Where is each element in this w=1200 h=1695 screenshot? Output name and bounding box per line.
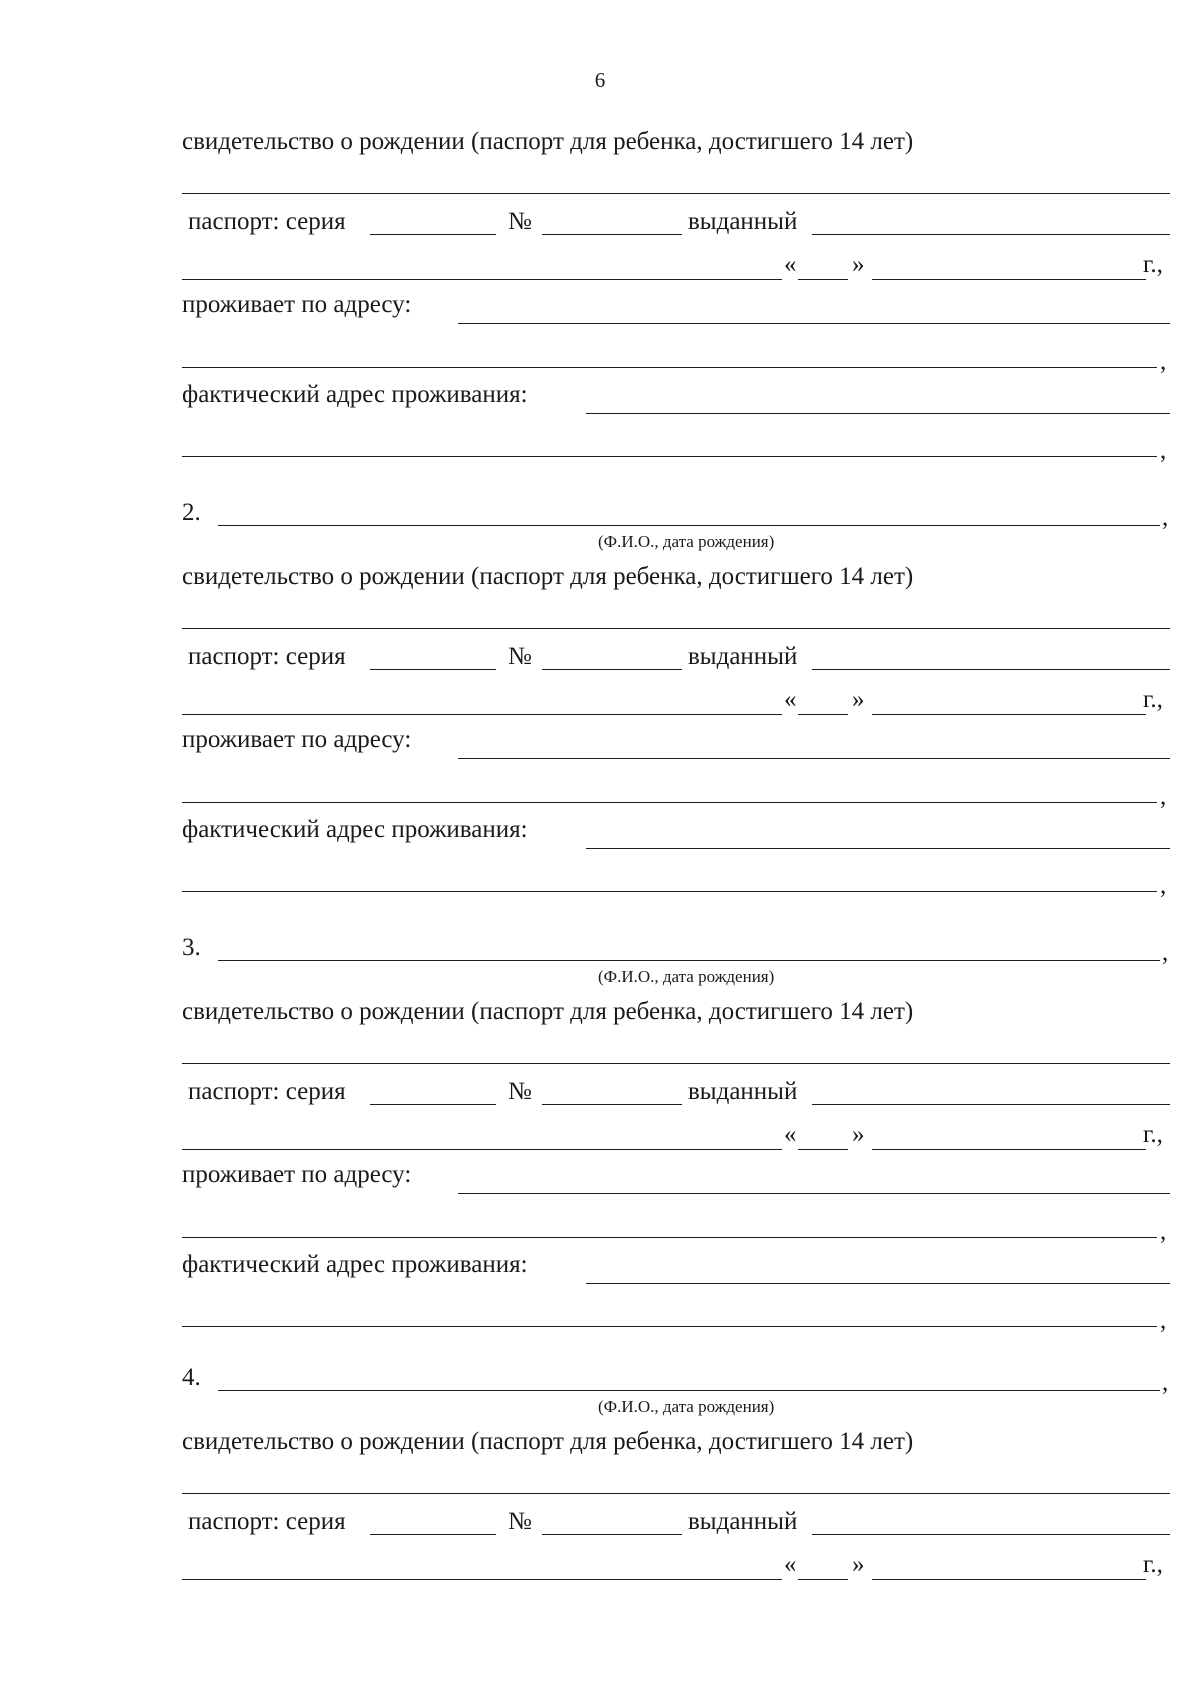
- issued-by-field-cont[interactable]: [182, 714, 782, 715]
- month-year-field[interactable]: [872, 279, 1146, 280]
- birth-certificate-label: свидетельство о рождении (паспорт для ребенка, достигшего 14 лет): [182, 1428, 914, 1455]
- registered-address-field-cont[interactable]: [182, 367, 1157, 368]
- passport-number-field[interactable]: [542, 1534, 682, 1535]
- number-sign: №: [508, 1508, 532, 1535]
- issued-label: выданный: [688, 1078, 798, 1105]
- actual-address-field-cont[interactable]: [182, 891, 1157, 892]
- issued-label: выданный: [688, 208, 798, 235]
- quote-close: »: [852, 686, 865, 713]
- comma-mark: ,: [1160, 783, 1167, 810]
- day-field[interactable]: [798, 1579, 848, 1580]
- day-field[interactable]: [798, 279, 848, 280]
- year-suffix: г.,: [1143, 251, 1163, 278]
- actual-address-label: фактический адрес проживания:: [182, 1251, 528, 1278]
- month-year-field[interactable]: [872, 714, 1146, 715]
- comma-mark: ,: [1162, 1369, 1169, 1396]
- quote-close: »: [852, 1121, 865, 1148]
- entry-number: 3.: [182, 934, 201, 961]
- passport-series-label: паспорт: серия: [188, 1078, 346, 1105]
- birth-certificate-field[interactable]: [182, 1493, 1170, 1494]
- quote-close: »: [852, 251, 865, 278]
- day-field[interactable]: [798, 1149, 848, 1150]
- registered-address-label: проживает по адресу:: [182, 291, 412, 318]
- issued-by-field[interactable]: [812, 234, 1170, 235]
- fio-date-field[interactable]: [218, 960, 1160, 961]
- quote-close: »: [852, 1551, 865, 1578]
- issued-label: выданный: [688, 643, 798, 670]
- registered-address-field[interactable]: [458, 1193, 1170, 1194]
- issued-by-field[interactable]: [812, 669, 1170, 670]
- entry-number: 4.: [182, 1364, 201, 1391]
- issued-by-field-cont[interactable]: [182, 279, 782, 280]
- fio-caption: (Ф.И.О., дата рождения): [598, 532, 775, 551]
- actual-address-label: фактический адрес проживания:: [182, 381, 528, 408]
- registered-address-field[interactable]: [458, 758, 1170, 759]
- birth-certificate-label: свидетельство о рождении (паспорт для ребенка, достигшего 14 лет): [182, 563, 914, 590]
- passport-number-field[interactable]: [542, 669, 682, 670]
- fio-caption: (Ф.И.О., дата рождения): [598, 1397, 775, 1416]
- passport-series-field[interactable]: [370, 1534, 496, 1535]
- page-number: 6: [594, 68, 606, 92]
- actual-address-field[interactable]: [586, 848, 1170, 849]
- issued-by-field-cont[interactable]: [182, 1579, 782, 1580]
- passport-series-label: паспорт: серия: [188, 1508, 346, 1535]
- passport-series-label: паспорт: серия: [188, 643, 346, 670]
- year-suffix: г.,: [1143, 1551, 1163, 1578]
- registered-address-label: проживает по адресу:: [182, 726, 412, 753]
- birth-certificate-field[interactable]: [182, 1063, 1170, 1064]
- comma-mark: ,: [1160, 348, 1167, 375]
- passport-series-label: паспорт: серия: [188, 208, 346, 235]
- fio-date-field[interactable]: [218, 1390, 1160, 1391]
- actual-address-label: фактический адрес проживания:: [182, 816, 528, 843]
- quote-open: «: [784, 251, 797, 278]
- day-field[interactable]: [798, 714, 848, 715]
- fio-date-field[interactable]: [218, 525, 1160, 526]
- birth-certificate-label: свидетельство о рождении (паспорт для ребенка, достигшего 14 лет): [182, 998, 914, 1025]
- actual-address-field[interactable]: [586, 413, 1170, 414]
- fio-caption: (Ф.И.О., дата рождения): [598, 967, 775, 986]
- quote-open: «: [784, 1551, 797, 1578]
- passport-number-field[interactable]: [542, 1104, 682, 1105]
- quote-open: «: [784, 686, 797, 713]
- year-suffix: г.,: [1143, 1121, 1163, 1148]
- month-year-field[interactable]: [872, 1579, 1146, 1580]
- passport-series-field[interactable]: [370, 234, 496, 235]
- issued-by-field-cont[interactable]: [182, 1149, 782, 1150]
- passport-series-field[interactable]: [370, 1104, 496, 1105]
- passport-series-field[interactable]: [370, 669, 496, 670]
- comma-mark: ,: [1160, 1307, 1167, 1334]
- registered-address-field[interactable]: [458, 323, 1170, 324]
- registered-address-field-cont[interactable]: [182, 802, 1157, 803]
- number-sign: №: [508, 1078, 532, 1105]
- month-year-field[interactable]: [872, 1149, 1146, 1150]
- actual-address-field[interactable]: [586, 1283, 1170, 1284]
- number-sign: №: [508, 643, 532, 670]
- comma-mark: ,: [1160, 1218, 1167, 1245]
- birth-certificate-field[interactable]: [182, 193, 1170, 194]
- registered-address-label: проживает по адресу:: [182, 1161, 412, 1188]
- actual-address-field-cont[interactable]: [182, 1326, 1157, 1327]
- comma-mark: ,: [1162, 939, 1169, 966]
- comma-mark: ,: [1160, 437, 1167, 464]
- quote-open: «: [784, 1121, 797, 1148]
- passport-number-field[interactable]: [542, 234, 682, 235]
- issued-by-field[interactable]: [812, 1534, 1170, 1535]
- comma-mark: ,: [1160, 872, 1167, 899]
- year-suffix: г.,: [1143, 686, 1163, 713]
- actual-address-field-cont[interactable]: [182, 456, 1157, 457]
- number-sign: №: [508, 208, 532, 235]
- issued-by-field[interactable]: [812, 1104, 1170, 1105]
- registered-address-field-cont[interactable]: [182, 1237, 1157, 1238]
- birth-certificate-field[interactable]: [182, 628, 1170, 629]
- issued-label: выданный: [688, 1508, 798, 1535]
- birth-certificate-label: свидетельство о рождении (паспорт для ребенка, достигшего 14 лет): [182, 128, 914, 155]
- comma-mark: ,: [1162, 504, 1169, 531]
- entry-number: 2.: [182, 499, 201, 526]
